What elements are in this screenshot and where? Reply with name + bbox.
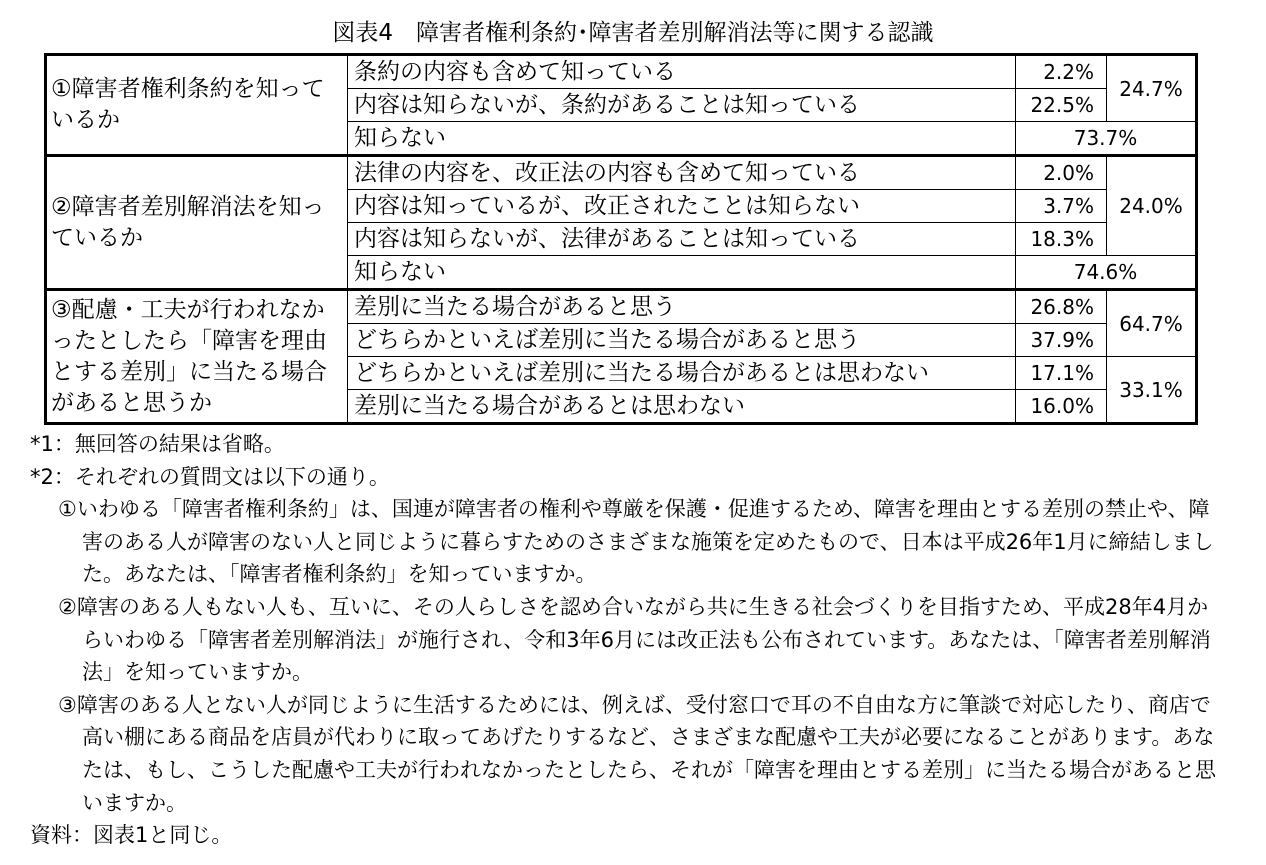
option-cell: 内容は知らないが、条約があることは知っている xyxy=(348,89,1016,122)
subtotal-cell: 64.7% xyxy=(1107,290,1197,357)
option-cell: 知らない xyxy=(348,256,1016,290)
option-cell: 条約の内容も含めて知っている xyxy=(348,55,1016,89)
question-text-2: ②障害のある人もない人も、互いに、その人らしさを認め合いながら共に生きる社会づくりを目指すため、平成28年4月からいわゆる「障害者差別解消法」が施行され、令和3年6月には改正法も公布されています。あなたは、「障害者差別解消法」を知っていますか。 xyxy=(58,594,1211,685)
percent-cell: 74.6% xyxy=(1016,256,1197,290)
percent-cell: 73.7% xyxy=(1016,122,1197,156)
source-note: 資料：図表1と同じ。 xyxy=(30,823,233,848)
option-cell: 差別に当たる場合があるとは思わない xyxy=(348,390,1016,424)
note-1: *1：無回答の結果は省略。 xyxy=(30,432,285,456)
question-text-1: ①いわゆる「障害者権利条約」は、国連が障害者の権利や尊厳を保護・促進するため、障害を理由とする差別の禁止や、障害のある人が障害のない人と同じように暮らすためのさまざまな施策を定めたもので、日本は平成26年1月に締結しました。あなたは、「障害者権利条約」を知っていますか。 xyxy=(58,497,1214,587)
question-cell: ②障害者差別解消法を知っているか xyxy=(46,156,348,290)
subtotal-cell: 24.0% xyxy=(1107,156,1197,256)
option-cell: 内容は知っているが、改正されたことは知らない xyxy=(348,190,1016,223)
option-cell: 知らない xyxy=(348,122,1016,156)
percent-cell: 16.0% xyxy=(1016,390,1107,424)
question-cell: ①障害者権利条約を知っているか xyxy=(46,55,348,156)
question-cell: ③配慮・工夫が行われなかったとしたら「障害を理由とする差別」に当たる場合があると思うか xyxy=(46,290,348,424)
table-row xyxy=(46,290,1197,324)
percent-cell: 22.5% xyxy=(1016,89,1107,122)
percent-cell: 17.1% xyxy=(1016,357,1107,390)
percent-cell: 2.0% xyxy=(1016,156,1107,190)
percent-cell: 2.2% xyxy=(1016,55,1107,89)
question-text-3: ③障害のある人とない人が同じように生活するためには、例えば、受付窓口で耳の不自由な方に筆談で対応したり、商店で高い棚にある商品を店員が代わりに取ってあげたりするなど、さまざまな配慮や工夫が必要になることがあります。あなたは、もし、こうした配慮や工夫が行われなかったとしたら、それが「障害を理由とする差別」に当たる場合があると思いますか。 xyxy=(58,692,1216,815)
percent-cell: 18.3% xyxy=(1016,223,1107,256)
percent-cell: 37.9% xyxy=(1016,324,1107,357)
table-row xyxy=(46,55,1197,89)
option-cell: 法律の内容を、改正法の内容も含めて知っている xyxy=(348,156,1016,190)
option-cell: 内容は知らないが、法律があることは知っている xyxy=(348,223,1016,256)
survey-table xyxy=(44,53,1198,425)
option-cell: 差別に当たる場合があると思う xyxy=(348,290,1016,324)
option-cell: どちらかといえば差別に当たる場合があるとは思わない xyxy=(348,357,1016,390)
note-2: *2：それぞれの質問文は以下の通り。 xyxy=(30,464,390,489)
percent-cell: 3.7% xyxy=(1016,190,1107,223)
notes-block xyxy=(30,428,1240,852)
subtotal-cell: 33.1% xyxy=(1107,357,1197,424)
subtotal-cell: 24.7% xyxy=(1107,55,1197,122)
figure-title: 図表4 障害者権利条約･障害者差別解消法等に関する認識 xyxy=(332,20,934,46)
percent-cell: 26.8% xyxy=(1016,290,1107,324)
option-cell: どちらかといえば差別に当たる場合があると思う xyxy=(348,324,1016,357)
table-row xyxy=(46,156,1197,190)
